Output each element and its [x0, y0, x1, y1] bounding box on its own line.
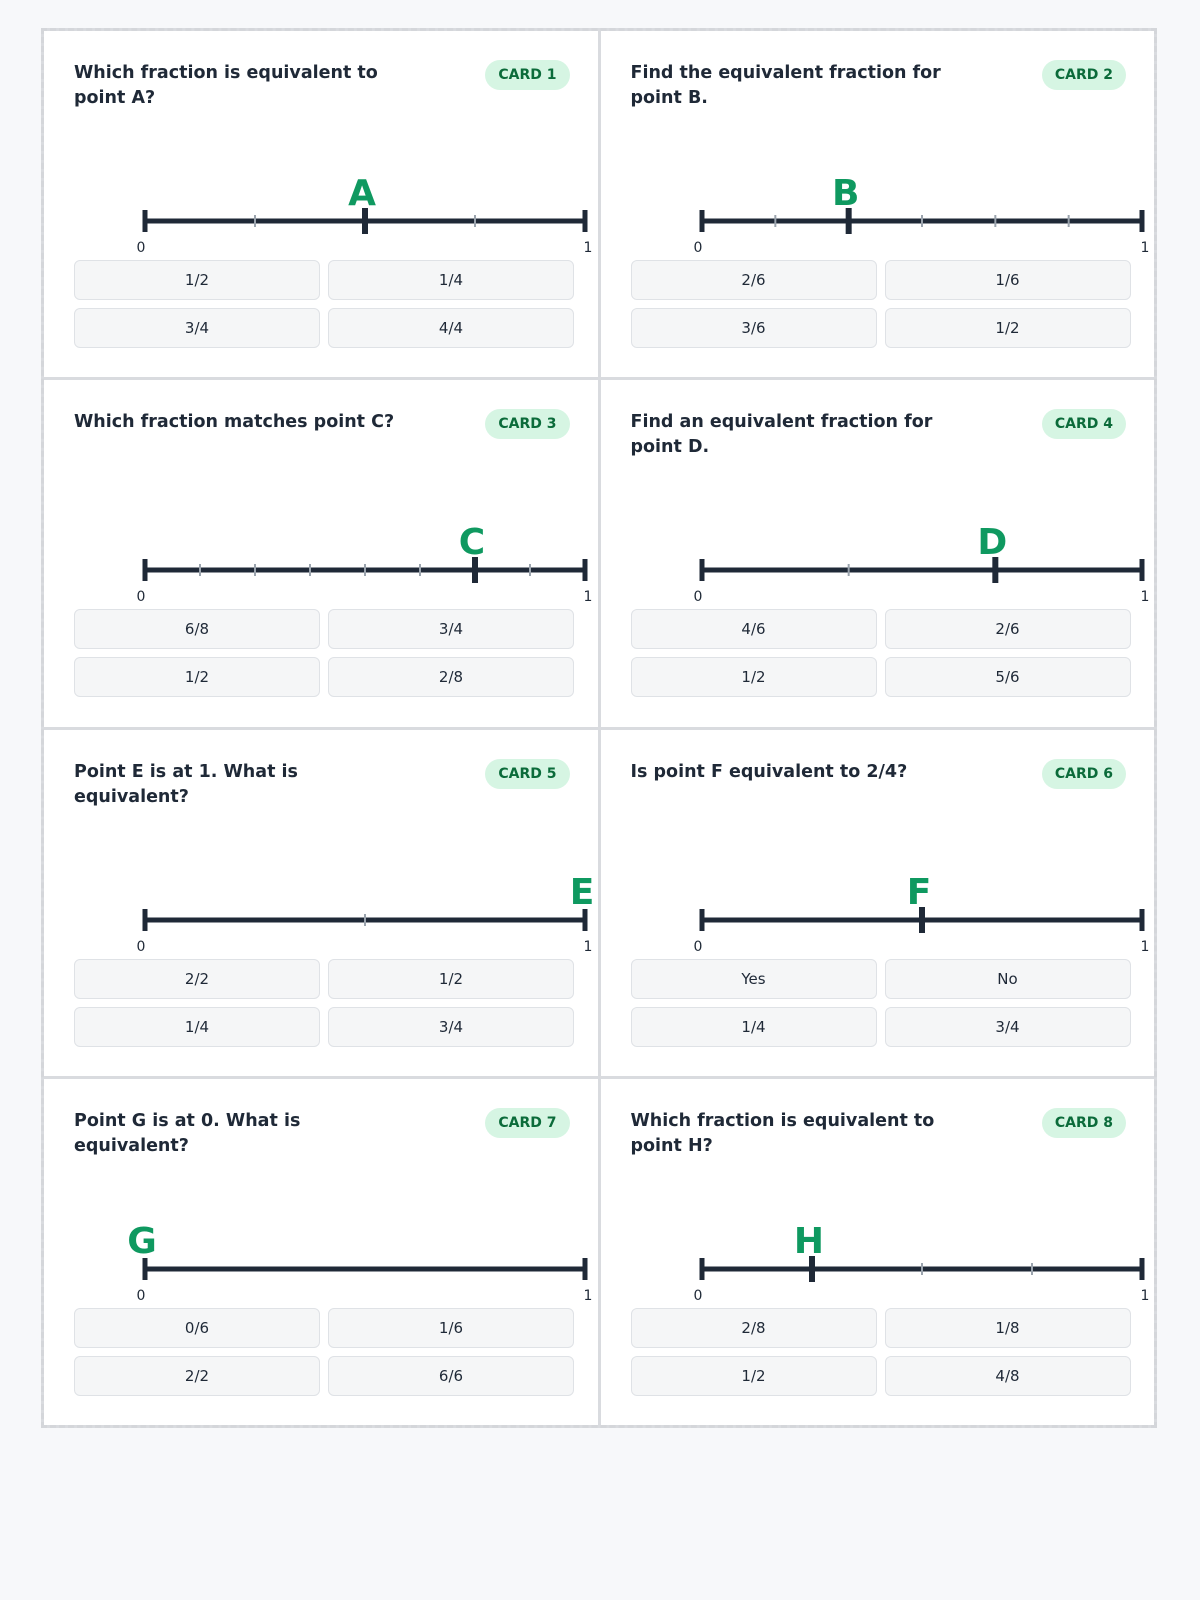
- worksheet-grid: [41, 28, 1157, 1428]
- answer-option[interactable]: 1/4: [74, 1007, 320, 1047]
- answer-option[interactable]: 1/8: [885, 1308, 1131, 1348]
- question-text: Which fraction is equivalent to point A?: [74, 63, 378, 108]
- question-text: Find an equivalent fraction for point D.: [630, 412, 933, 458]
- number-line: [70, 1167, 593, 1304]
- number-line: [70, 818, 595, 955]
- end-label: 1: [583, 938, 593, 955]
- answer-option[interactable]: 4/6: [631, 609, 877, 649]
- end-label: 1: [583, 1287, 593, 1304]
- answer-option[interactable]: 4/4: [328, 308, 574, 348]
- answer-option[interactable]: 0/6: [74, 1308, 320, 1348]
- card-badge: CARD 4: [1042, 409, 1126, 439]
- answer-option[interactable]: 2/2: [74, 1356, 320, 1396]
- point-label: C: [458, 522, 486, 564]
- question-card: [44, 730, 598, 1076]
- card-badge: CARD 5: [485, 759, 569, 789]
- answer-option[interactable]: 2/8: [631, 1308, 877, 1348]
- answer-option[interactable]: 3/6: [631, 308, 877, 348]
- answer-option[interactable]: 3/4: [885, 1007, 1131, 1047]
- number-line: [627, 468, 1149, 606]
- number-line: [70, 119, 593, 256]
- card-badge: CARD 7: [485, 1108, 569, 1138]
- answer-option[interactable]: 2/2: [74, 959, 320, 999]
- answer-option[interactable]: 1/2: [631, 1356, 877, 1396]
- start-label: 0: [693, 589, 702, 606]
- question-text: Which fraction matches point C?: [74, 412, 395, 433]
- answer-option[interactable]: 1/2: [328, 959, 574, 999]
- end-label: 1: [1140, 938, 1149, 955]
- answer-option[interactable]: 5/6: [885, 657, 1131, 697]
- answer-option[interactable]: 1/2: [631, 657, 877, 697]
- question-card: [44, 31, 598, 377]
- answer-option[interactable]: 1/2: [74, 657, 320, 697]
- question-text: Which fraction is equivalent to point H?: [630, 1110, 935, 1156]
- answer-option[interactable]: 2/6: [631, 260, 877, 300]
- end-label: 1: [1140, 589, 1149, 606]
- question-text: Point E is at 1. What is equivalent?: [74, 761, 298, 807]
- point-label: H: [793, 1220, 824, 1262]
- point-label: E: [569, 871, 595, 913]
- answer-option[interactable]: 1/6: [328, 1308, 574, 1348]
- answer-option[interactable]: No: [885, 959, 1131, 999]
- question-text: Find the equivalent fraction for point B.: [630, 63, 941, 108]
- end-label: 1: [1140, 1287, 1149, 1304]
- card-badge: CARD 3: [485, 409, 569, 439]
- answer-options: [631, 959, 1131, 1047]
- point-label: D: [976, 522, 1007, 564]
- end-label: 1: [1140, 240, 1149, 256]
- answer-option[interactable]: 1/2: [74, 260, 320, 300]
- answer-option[interactable]: 4/8: [885, 1356, 1131, 1396]
- answer-options: [74, 609, 574, 697]
- answer-options: [631, 1308, 1131, 1396]
- question-card: [601, 730, 1155, 1076]
- end-label: 1: [583, 240, 593, 256]
- point-label: B: [831, 173, 859, 214]
- number-line: [627, 119, 1149, 256]
- number-line: [627, 818, 1149, 955]
- start-label: 0: [136, 1287, 146, 1304]
- question-card: [601, 31, 1155, 377]
- answer-options: [74, 1308, 574, 1396]
- card-badge: CARD 1: [485, 60, 569, 90]
- card-badge: CARD 6: [1042, 759, 1126, 789]
- question-text: Is point F equivalent to 2/4?: [630, 761, 908, 782]
- number-line: [627, 1167, 1149, 1304]
- answer-option[interactable]: 1/6: [885, 260, 1131, 300]
- answer-option[interactable]: 3/4: [328, 1007, 574, 1047]
- answer-option[interactable]: 3/4: [74, 308, 320, 348]
- point-label: G: [127, 1220, 157, 1262]
- start-label: 0: [136, 240, 146, 256]
- number-line: [70, 468, 593, 606]
- answer-option[interactable]: 1/4: [328, 260, 574, 300]
- start-label: 0: [136, 938, 146, 955]
- answer-options: [631, 260, 1131, 348]
- card-badge: CARD 8: [1042, 1108, 1126, 1138]
- question-text: Point G is at 0. What is equivalent?: [74, 1110, 301, 1156]
- answer-option[interactable]: Yes: [631, 959, 877, 999]
- answer-options: [631, 609, 1131, 697]
- answer-option[interactable]: 3/4: [328, 609, 574, 649]
- card-badge: CARD 2: [1042, 60, 1126, 90]
- point-label: F: [906, 871, 931, 913]
- question-card: [601, 380, 1155, 726]
- point-label: A: [348, 173, 376, 214]
- answer-option[interactable]: 6/8: [74, 609, 320, 649]
- question-card: [44, 1079, 598, 1425]
- start-label: 0: [693, 240, 702, 256]
- start-label: 0: [136, 589, 146, 606]
- answer-option[interactable]: 6/6: [328, 1356, 574, 1396]
- question-card: [601, 1079, 1155, 1425]
- answer-options: [74, 260, 574, 348]
- start-label: 0: [693, 938, 702, 955]
- answer-option[interactable]: 2/6: [885, 609, 1131, 649]
- start-label: 0: [693, 1287, 702, 1304]
- answer-options: [74, 959, 574, 1047]
- answer-option[interactable]: 1/4: [631, 1007, 877, 1047]
- end-label: 1: [583, 589, 593, 606]
- question-card: [44, 380, 598, 726]
- answer-option[interactable]: 1/2: [885, 308, 1131, 348]
- answer-option[interactable]: 2/8: [328, 657, 574, 697]
